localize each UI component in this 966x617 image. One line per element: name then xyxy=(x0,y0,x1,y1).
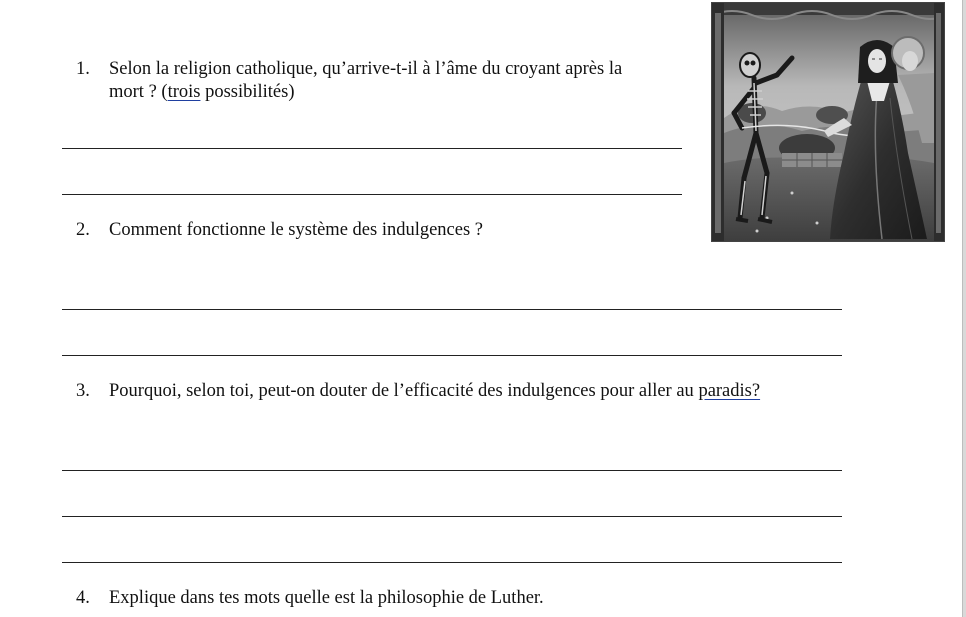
answer-line xyxy=(62,148,682,149)
question-1 xyxy=(76,58,676,106)
page-edge xyxy=(962,0,966,617)
danse-macabre-illustration xyxy=(711,2,945,242)
answer-line xyxy=(62,562,842,563)
question-3-text xyxy=(109,380,760,403)
question-3-number: 3. xyxy=(76,381,90,401)
answer-line xyxy=(62,355,842,356)
question-2-number: 2. xyxy=(76,220,90,240)
question-1-underlined-word: trois xyxy=(167,82,201,102)
question-2 xyxy=(76,219,676,243)
question-4 xyxy=(76,587,676,611)
question-4-number: 4. xyxy=(76,588,90,608)
question-2-text: Comment fonctionne le système des indulgences ? xyxy=(109,220,484,240)
answer-line xyxy=(62,309,842,310)
question-3-text-start: Pourquoi, selon toi, peut-on douter de l’efficacité des indulgences pour aller au xyxy=(109,381,699,401)
question-3-underlined-word: paradis? xyxy=(698,381,761,401)
question-4-text: Explique dans tes mots quelle est la philosophie de Luther. xyxy=(109,588,544,608)
answer-line xyxy=(62,470,842,471)
illustration-drawing xyxy=(712,3,944,241)
question-1-text xyxy=(109,58,622,104)
question-1-line-2-start: mort ? ( xyxy=(109,82,168,102)
question-3 xyxy=(76,380,836,404)
answer-line xyxy=(62,516,842,517)
question-1-line-1: Selon la religion catholique, qu’arrive-t-il à l’âme du croyant après la xyxy=(109,59,623,79)
question-1-number: 1. xyxy=(76,59,90,79)
question-1-line-2-end: possibilités) xyxy=(200,82,295,102)
answer-line xyxy=(62,194,682,195)
